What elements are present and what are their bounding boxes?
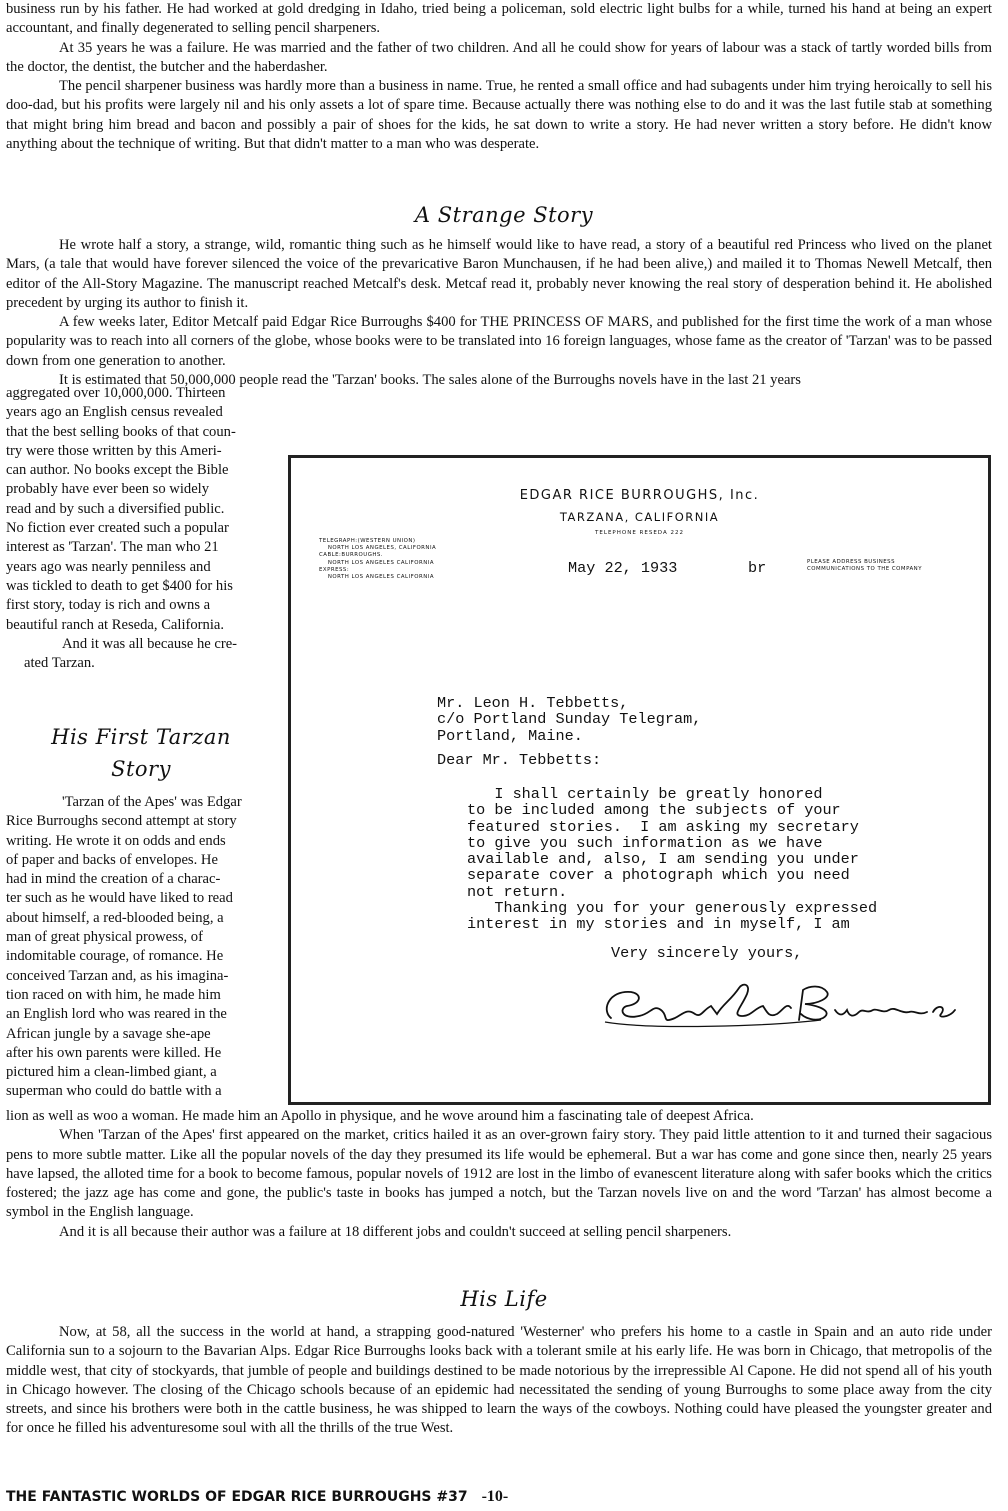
column-line: aggregated over 10,000,000. Thirteen <box>6 385 226 401</box>
column-line: writing. He wrote it on odds and ends <box>6 832 226 849</box>
paragraph: It is estimated that 50,000,000 people read the 'Tarzan' books. The sales alone of the Burroughs novels have in the last 21 years <box>59 372 801 389</box>
column-line: that the best selling books of that coun- <box>6 423 236 440</box>
letter-image <box>288 455 991 1105</box>
column-line: tion raced on with him, he made him <box>6 986 221 1003</box>
column-line: African jungle by a savage she-ape <box>6 1025 211 1042</box>
letterhead-phone: TELEPHONE RESEDA 222 <box>595 530 684 536</box>
letterhead-city: TARZANA, CALIFORNIA <box>559 510 720 524</box>
column-line: conceived Tarzan and, as his imagina- <box>6 967 229 984</box>
column-line: superman who could do battle with a <box>6 1083 222 1100</box>
column-line: first story, today is rich and owns a <box>6 597 211 614</box>
section-heading-first-tarzan-line2: Story <box>111 757 171 781</box>
column-line: can author. No books except the Bible <box>6 462 229 479</box>
column-line: No fiction ever created such a popular <box>6 520 229 537</box>
paragraph: The pencil sharpener business was hardly more than a business in name. True, he rented a small office and had subagents under him trying heroically to sell his doo-dad, but his profits were largely nil and his only assets a lot of spare time. Because actually there was nothing else to do and it was the last futile stab at something that might bring him bread and bacon and possibly a pair of shoes for the kids, he sat down to write a story. He had never written a story before. He didn't know anything about the technique of writing. But that didn't matter to a man who was desperate. <box>6 78 992 153</box>
letter-body-closing: Thanking you for your generously expressed interest in my stories and in myself, I am <box>467 899 878 934</box>
paragraph: At 35 years he was a failure. He was married and the father of two children. And all he could show for years of labour was a stack of tartly worded bills from the doctor, the dentist, the butcher and the haberdasher. <box>6 39 992 75</box>
page-number: -10- <box>481 1488 509 1505</box>
letter-recipient-address: Mr. Leon H. Tebbetts, c/o Portland Sunday Telegram, Portland, Maine. <box>437 694 702 745</box>
column-line: years ago an English census revealed <box>6 404 223 421</box>
column-line: pictured him a clean-limbed giant, a <box>6 1064 217 1081</box>
letterhead-company: EDGAR RICE BURROUGHS, Inc. <box>519 488 760 503</box>
letterhead-address-note: PLEASE ADDRESS BUSINESS COMMUNICATIONS TO THE COMPANY <box>807 559 922 573</box>
intro-text <box>6 0 992 154</box>
paragraph: business run by his father. He had worked at gold dredging in Idaho, tried being a policeman, sold electric light bulbs for a while, turned his hand at being an expert accountant, and finally degenerated to selling pencil sharpeners. <box>6 1 992 37</box>
letterhead-telegraph-block: TELEGRAPH:(WESTERN UNION) NORTH LOS ANGELES, CALIFORNIA CABLE:BURROUGHS. NORTH LOS ANGELES CALIFORNIA EXPRESS: NORTH LOS ANGELES CALIFORNIA <box>319 538 437 581</box>
letter-initials: br <box>748 559 767 577</box>
column-line: about himself, a red-blooded being, a <box>6 909 224 926</box>
letter-complimentary-close: Very sincerely yours, <box>611 944 803 962</box>
column-line: try were those written by this Ameri- <box>6 442 222 459</box>
column-line: Rice Burroughs second attempt at story <box>6 813 237 830</box>
column-line: beautiful ranch at Reseda, California. <box>6 616 225 633</box>
page-footer <box>6 1488 508 1506</box>
letter-salutation: Dear Mr. Tebbetts: <box>437 751 602 769</box>
column-line: after his own parents were killed. He <box>6 1044 222 1061</box>
signature <box>591 970 971 1040</box>
column-line: an English lord who was reared in the <box>6 1006 227 1023</box>
section-heading-first-tarzan: His First Tarzan <box>51 725 231 749</box>
paragraph: lion as well as woo a woman. He made him an Apollo in physique, and he wove around him a fascinating tale of deepest Africa. <box>6 1108 754 1124</box>
column-line: ter such as he would have liked to read <box>6 890 233 907</box>
section-heading-strange-story: A Strange Story <box>414 203 594 227</box>
column-line: of paper and backs of envelopes. He <box>6 851 218 868</box>
column-line: read and by such a diversified public. <box>6 500 225 517</box>
column-line: had in mind the creation of a charac- <box>6 871 221 888</box>
first-tarzan-text <box>6 793 280 1102</box>
column-line: man of great physical prowess, of <box>6 929 203 946</box>
footer-title: THE FANTASTIC WORLDS OF EDGAR RICE BURROUGHS #37 <box>6 1489 468 1505</box>
letter-date: May 22, 1933 <box>568 559 678 577</box>
paragraph: Now, at 58, all the success in the world at hand, a strapping good-natured 'Westerner' who prefers his home to a castle in Spain and an auto ride under California sun to a sojourn to the Bavarian Alps. Edgar Rice Burroughs looks back with a tolerant smile at his early life. He was born in Chicago, that metropolis of the middle west, that city of stockyards, that jumble of people and buildings destined to be made notorious by the irrepressible Al Capone. He did not spend all of his youth in Chicago however. The closing of the Chicago schools because of an epidemic had necessitated the sending of young Burroughs to some place away from the city streets, and since his brothers were both in the cattle business, he was shipped to learn the ways of the cowboys. Nothing could have pleased the youngster greater and for once he filled his adventuresome soul with all the thrills of the true West. <box>6 1324 992 1437</box>
column-line: And it was all because he cre- <box>62 635 238 652</box>
section-heading-his-life: His Life <box>460 1287 548 1311</box>
his-life-text <box>6 1323 992 1439</box>
paragraph: When 'Tarzan of the Apes' first appeared on the market, critics hailed it as an over-grown fairy story. They paid little attention to it and turned their sagacious pens to more subtle matter. Like all the popular novels of the day they presumed its life would be ephemeral. But a war has come and gone since then, nearly 25 years have lapsed, the alloted time for a book to become famous, popular novels of 1912 are lost in the limbo of evanescent literature along with safer books which the critics fostered; the jazz age has come and gone, the public's taste in books has jumped a notch, but the Tarzan novels live on and the word 'Tarzan' has almost become a symbol in the English language. <box>6 1127 992 1221</box>
paragraph: A few weeks later, Editor Metcalf paid Edgar Rice Burroughs $400 for THE PRINCESS OF MARS, and published for the first time the work of a man whose popularity was to reach into all corners of the globe, whose books were to be translated into 16 foreign languages, whose fame as the creator of 'Tarzan' was to be passed down from one generation to another. <box>6 314 992 369</box>
column-line: indomitable courage, of romance. He <box>6 948 224 965</box>
paragraph: And it is all because their author was a failure at 18 different jobs and couldn't succeed at selling pencil sharpeners. <box>59 1223 732 1240</box>
column-line: interest as 'Tarzan'. The man who 21 <box>6 539 219 556</box>
column-line: years ago was nearly penniless and <box>6 558 211 575</box>
column-line: ated Tarzan. <box>24 655 95 672</box>
letter-body: I shall certainly be greatly honored to be included among the subjects of your featured stories. I am asking my secretary to give you such information as we have available and, also, I am sending you under separate cover a photograph which you need not return. <box>467 785 859 901</box>
column-line: 'Tarzan of the Apes' was Edgar <box>62 794 242 810</box>
paragraph: He wrote half a story, a strange, wild, romantic thing such as he himself would like to have read, a story of a beautiful red Princess who lived on the planet Mars, (a tale that would have forever silenced the voice of the prevaricative Baron Munchausen, if he had been alive,) and mailed it to Thomas Newell Metcalf, then editor of the All-Story Magazine. The manuscript reached Metcalf's desk. Metcaf read it, probably never knowing the real story of desperation behind it. He abolished precedent by urging its author to finish it. <box>6 237 992 311</box>
column-line: was tickled to death to get $400 for his <box>6 577 233 594</box>
after-letter-text <box>6 1107 992 1242</box>
strange-story-text <box>6 236 992 390</box>
left-column-text <box>6 384 276 673</box>
column-line: probably have ever been so widely <box>6 481 210 498</box>
